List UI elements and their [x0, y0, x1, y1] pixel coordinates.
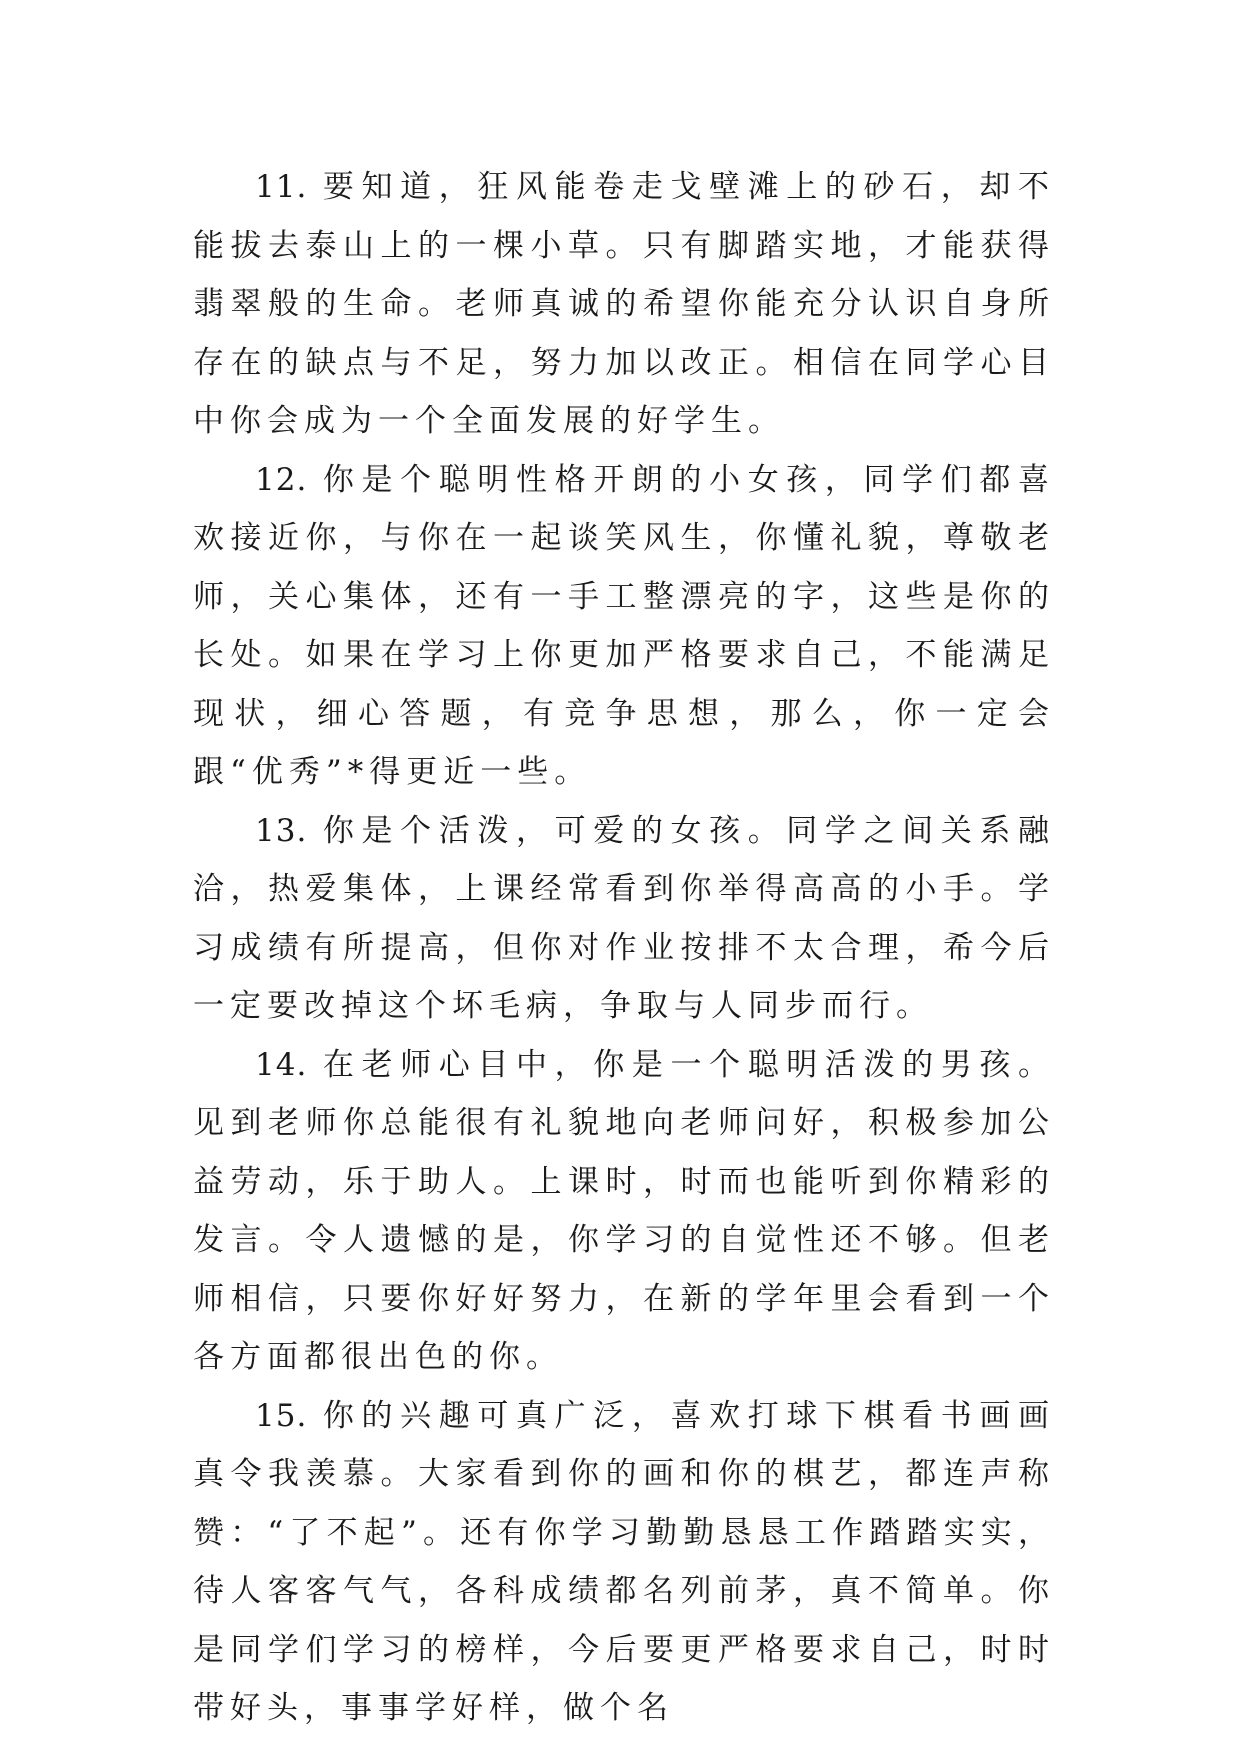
comment-paragraph-12 — [193, 451, 1055, 802]
paragraph-text: 你的兴趣可真广泛，喜欢打球下棋看书画画真令我羡慕。大家看到你的画和你的棋艺，都连声称赞：“了不起”。还有你学习勤勤恳恳工作踏踏实实，待人客客气气，各科成绩都名列前茅，真不简单。你是同学们学习的榜样，今后要更严格要求自己，时时带好头，事事学好样，做个名 — [193, 1397, 1055, 1726]
paragraph-text: 在老师心目中，你是一个聪明活泼的男孩。见到老师你总能很有礼貌地向老师问好，积极参加公益劳动，乐于助人。上课时，时而也能听到你精彩的发言。令人遗憾的是，你学习的自觉性还不够。但老师相信，只要你好好努力，在新的学年里会看到一个各方面都很出色的你。 — [193, 1046, 1055, 1375]
paragraph-number: 13. — [255, 812, 308, 849]
comment-paragraph-11 — [193, 158, 1055, 451]
paragraph-number: 11. — [255, 169, 308, 205]
paragraph-number: 15. — [255, 1397, 308, 1434]
paragraph-text: 你是个聪明性格开朗的小女孩，同学们都喜欢接近你，与你在一起谈笑风生，你懂礼貌，尊敬老师，关心集体，还有一手工整漂亮的字，这些是你的长处。如果在学习上你更加严格要求自己，不能满足现状，细心答题，有竞争思想，那么，你一定会跟“优秀”*得更近一些。 — [193, 461, 1055, 790]
paragraph-number: 12. — [255, 461, 308, 498]
comment-paragraph-15 — [193, 1387, 1055, 1738]
paragraph-text: 你是个活泼，可爱的女孩。同学之间关系融洽，热爱集体，上课经常看到你举得高高的小手。学习成绩有所提高，但你对作业按排不太合理，希今后一定要改掉这个坏毛病，争取与人同步而行。 — [193, 812, 1055, 1024]
comment-paragraph-13 — [193, 802, 1055, 1036]
comment-paragraph-14 — [193, 1036, 1055, 1387]
document-body — [193, 158, 1055, 1738]
paragraph-number: 14. — [255, 1046, 308, 1083]
paragraph-text: 要知道，狂风能卷走戈壁滩上的砂石，却不能拔去泰山上的一棵小草。只有脚踏实地，才能获得翡翠般的生命。老师真诚的希望你能充分认识自身所存在的缺点与不足，努力加以改正。相信在同学心目中你会成为一个全面发展的好学生。 — [193, 169, 1055, 439]
